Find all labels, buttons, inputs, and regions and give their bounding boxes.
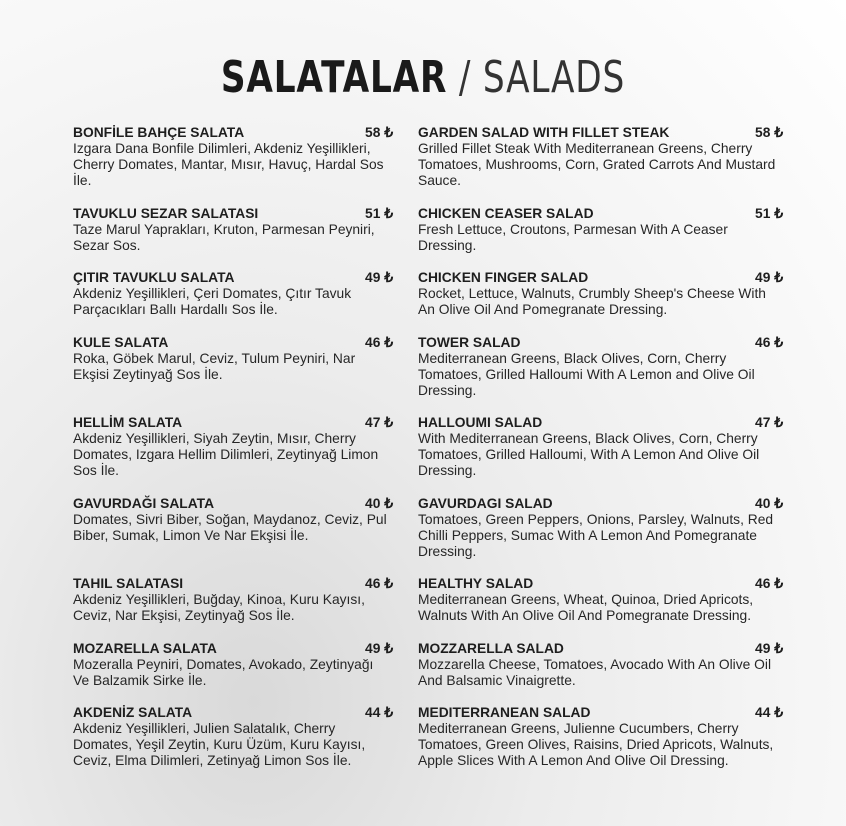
item-name: GAVURDAGI SALAD bbox=[418, 496, 553, 511]
item-description: Domates, Sivri Biber, Soğan, Maydanoz, Ceviz, Pul Biber, Sumak, Limon Ve Nar Ekşisi İle. bbox=[73, 512, 387, 544]
item-name: HEALTHY SALAD bbox=[418, 576, 534, 591]
item-price: 46 ₺ bbox=[755, 335, 783, 350]
item-price: 49 ₺ bbox=[365, 270, 393, 285]
item-description: Izgara Dana Bonfile Dilimleri, Akdeniz Yeşillikleri, Cherry Domates, Mantar, Mısır, Havuç, Hardal Sos İle. bbox=[73, 141, 384, 189]
item-description: Grilled Fillet Steak With Mediterranean Greens, Cherry Tomatoes, Mushrooms, Corn, Grated Carrots And Mustard Sauce. bbox=[418, 141, 776, 189]
item-name: HELLİM SALATA bbox=[73, 415, 183, 430]
menu-item bbox=[418, 576, 783, 624]
item-price: 40 ₺ bbox=[755, 496, 783, 511]
item-name: CHICKEN CEASER SALAD bbox=[418, 206, 594, 221]
title-turkish: SALATALAR bbox=[220, 52, 448, 103]
item-description: Mediterranean Greens, Black Olives, Corn, Cherry Tomatoes, Grilled Halloumi With A Lemon and Olive Oil Dressing. bbox=[418, 351, 755, 399]
item-description: Akdeniz Yeşillikleri, Julien Salatalık, Cherry Domates, Yeşil Zeytin, Kuru Üzüm, Kuru Kayısı, Ceviz, Elma Dilimleri, Zetinyağ Limon Sos İle. bbox=[73, 721, 366, 769]
item-price: 40 ₺ bbox=[365, 496, 393, 511]
item-price: 46 ₺ bbox=[755, 576, 783, 591]
item-price: 58 ₺ bbox=[365, 125, 393, 140]
menu-item bbox=[418, 125, 783, 190]
menu-item bbox=[418, 705, 783, 770]
menu-item bbox=[418, 270, 783, 318]
item-price: 44 ₺ bbox=[365, 705, 393, 720]
item-name: MOZARELLA SALATA bbox=[73, 641, 217, 656]
item-name: MOZZARELLA SALAD bbox=[418, 641, 564, 656]
page-title bbox=[93, 52, 753, 103]
menu-item bbox=[73, 705, 393, 770]
item-name: ÇITIR TAVUKLU SALATA bbox=[73, 270, 235, 285]
title-english: SALADS bbox=[482, 52, 626, 103]
item-price: 47 ₺ bbox=[755, 415, 783, 430]
item-price: 49 ₺ bbox=[755, 270, 783, 285]
item-name: TOWER SALAD bbox=[418, 335, 521, 350]
item-description: Akdeniz Yeşillikleri, Buğday, Kinoa, Kuru Kayısı, Ceviz, Nar Ekşisi, Zeytinyağ Sos İle. bbox=[73, 592, 365, 624]
menu-item bbox=[73, 641, 393, 689]
menu-item bbox=[418, 415, 783, 480]
menu-item bbox=[73, 496, 393, 544]
item-price: 44 ₺ bbox=[755, 705, 783, 720]
item-description: Taze Marul Yaprakları, Kruton, Parmesan Peyniri, Sezar Sos. bbox=[73, 222, 375, 254]
item-name: AKDENİZ SALATA bbox=[73, 705, 193, 720]
item-description: Mozzarella Cheese, Tomatoes, Avocado With An Olive Oil And Balsamic Vinaigrette. bbox=[418, 657, 772, 689]
menu-item bbox=[73, 415, 393, 480]
item-name: TAHIL SALATASI bbox=[73, 576, 184, 591]
item-name: GAVURDAĞI SALATA bbox=[73, 496, 215, 511]
item-price: 49 ₺ bbox=[365, 641, 393, 656]
menu-item bbox=[418, 206, 783, 254]
item-description: Fresh Lettuce, Croutons, Parmesan With A Ceaser Dressing. bbox=[418, 222, 728, 254]
item-name: MEDITERRANEAN SALAD bbox=[418, 705, 591, 720]
item-description: Mozeralla Peyniri, Domates, Avokado, Zeytinyağı Ve Balzamik Sirke İle. bbox=[73, 657, 374, 689]
item-price: 51 ₺ bbox=[755, 206, 783, 221]
title-separator: / bbox=[458, 52, 472, 103]
menu-item bbox=[418, 496, 783, 561]
menu-item bbox=[418, 335, 783, 400]
item-description: Tomatoes, Green Peppers, Onions, Parsley, Walnuts, Red Chilli Peppers, Sumac With A Lemon And Pomegranate Dressing. bbox=[418, 512, 774, 560]
item-price: 58 ₺ bbox=[755, 125, 783, 140]
item-price: 46 ₺ bbox=[365, 335, 393, 350]
item-name: HALLOUMI SALAD bbox=[418, 415, 543, 430]
item-name: KULE SALATA bbox=[73, 335, 169, 350]
menu-item bbox=[418, 641, 783, 689]
item-description: Roka, Göbek Marul, Ceviz, Tulum Peyniri, Nar Ekşisi Zeytinyağ Sos İle. bbox=[73, 351, 356, 383]
item-price: 49 ₺ bbox=[755, 641, 783, 656]
item-description: Akdeniz Yeşillikleri, Siyah Zeytin, Mısır, Cherry Domates, Izgara Hellim Dilimleri, Zeytinyağ Limon Sos İle. bbox=[73, 431, 379, 479]
item-name: GARDEN SALAD WITH FILLET STEAK bbox=[418, 125, 670, 140]
menu-item bbox=[73, 576, 393, 624]
menu-item bbox=[73, 206, 393, 254]
item-price: 46 ₺ bbox=[365, 576, 393, 591]
menu-item bbox=[73, 125, 393, 190]
item-name: BONFİLE BAHÇE SALATA bbox=[73, 125, 245, 140]
item-name: CHICKEN FINGER SALAD bbox=[418, 270, 589, 285]
item-description: Akdeniz Yeşillikleri, Çeri Domates, Çıtır Tavuk Parçacıkları Ballı Hardallı Sos İle. bbox=[73, 286, 352, 318]
item-price: 47 ₺ bbox=[365, 415, 393, 430]
item-price: 51 ₺ bbox=[365, 206, 393, 221]
menu-item bbox=[73, 335, 393, 383]
menu-item bbox=[73, 270, 393, 318]
item-name: TAVUKLU SEZAR SALATASI bbox=[73, 206, 259, 221]
item-description: With Mediterranean Greens, Black Olives, Corn, Cherry Tomatoes, Grilled Halloumi, With A Lemon And Olive Oil Dressing. bbox=[418, 431, 760, 479]
item-description: Mediterranean Greens, Wheat, Quinoa, Dried Apricots, Walnuts With An Olive Oil And Pomegranate Dressing. bbox=[418, 592, 754, 624]
item-description: Mediterranean Greens, Julienne Cucumbers, Cherry Tomatoes, Green Olives, Raisins, Dried Apricots, Walnuts, Apple Slices With A Lemon And Olive Oil Dressing. bbox=[418, 721, 774, 769]
item-description: Rocket, Lettuce, Walnuts, Crumbly Sheep's Cheese With An Olive Oil And Pomegranate Dressing. bbox=[418, 286, 766, 318]
